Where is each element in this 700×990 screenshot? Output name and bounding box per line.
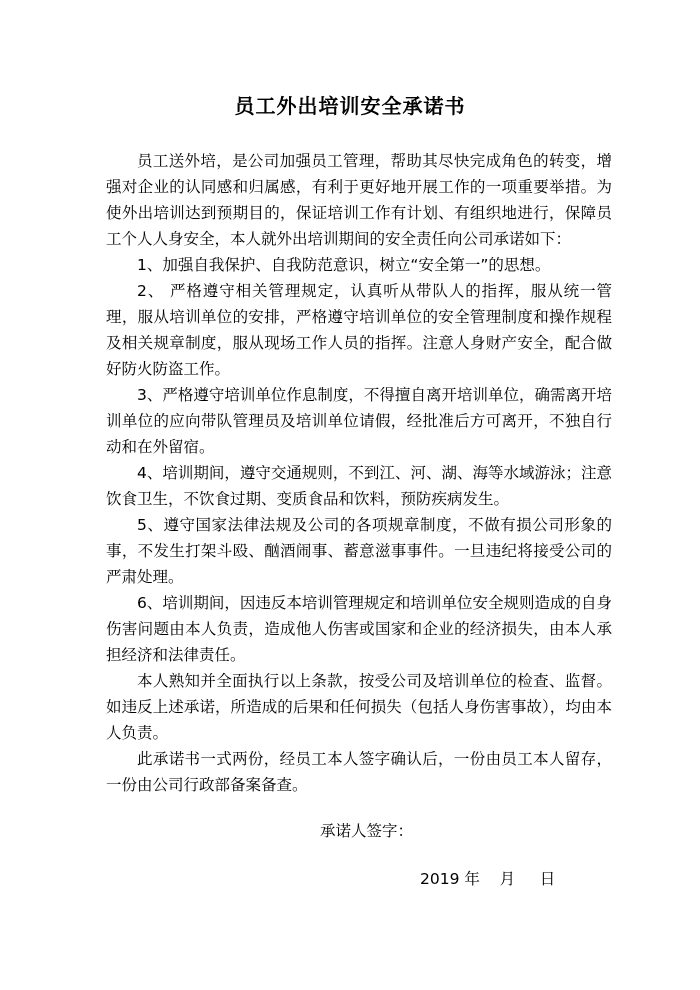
clause-4: 4、培训期间，遵守交通规则，不到江、河、湖、海等水域游泳；注意饮食卫生，不饮食过期、变质食品和饮料，预防疾病发生。 [106, 464, 612, 508]
clause-3: 3、严格遵守培训单位作息制度，不得擅自离开培训单位，确需离开培训单位的应向带队管理员及培训单位请假，经批准后方可离开，不独自行动和在外留宿。 [106, 386, 612, 456]
clause-5: 5、遵守国家法律法规及公司的各项规章制度，不做有损公司形象的事，不发生打架斗殴、酗酒闹事、蓄意滋事事件。一旦违纪将接受公司的严肃处理。 [106, 516, 612, 586]
clause-2: 2、 严格遵守相关管理规定，认真听从带队人的指挥，服从统一管理，服从培训单位的安排，严格遵守培训单位的安全管理制度和操作规程及相关规章制度，服从现场工作人员的指挥。注意人身财产安全，配合做好防火防盗工作。 [106, 282, 612, 378]
document-body [106, 148, 612, 798]
copies-paragraph: 此承诺书一式两份，经员工本人签字确认后，一份由员工本人留存，一份由公司行政部备案备查。 [106, 750, 612, 794]
document-title: 员工外出培训安全承诺书 [234, 94, 466, 118]
signature-label: 承诺人签字： [320, 822, 414, 840]
clause-6: 6、培训期间，因违反本培训管理规定和培训单位安全规则造成的自身伤害问题由本人负责，造成他人伤害或国家和企业的经济损失，由本人承担经济和法律责任。 [106, 594, 612, 664]
date-line: 2019 年 月 日 [420, 870, 556, 888]
intro-paragraph: 员工送外培，是公司加强员工管理，帮助其尽快完成角色的转变，增强对企业的认同感和归属感，有利于更好地开展工作的一项重要举措。为使外出培训达到预期目的，保证培训工作有计划、有组织地进行，保障员工个人人身安全，本人就外出培训期间的安全责任向公司承诺如下： [106, 152, 612, 248]
acknowledgement-paragraph: 本人熟知并全面执行以上条款，按受公司及培训单位的检查、监督。如违反上述承诺，所造成的后果和任何损失（包括人身伤害事故），均由本人负责。 [106, 672, 612, 742]
clause-1: 1、加强自我保护、自我防范意识，树立“安全第一”的思想。 [137, 256, 551, 274]
